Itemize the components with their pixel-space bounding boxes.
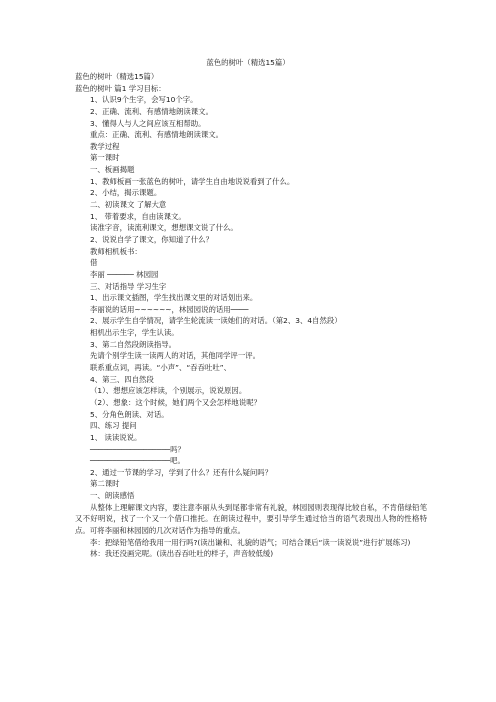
text-line: 4、第三、四自然段	[90, 374, 154, 384]
text-line: 2、正确、流利、有感情地朗读课文。	[90, 106, 213, 116]
text-line: 1、教师板画一张蓝色的树叶，请学生自由地说说看到了什么。	[90, 176, 295, 186]
text-line: 1、 带着要求，自由读课文。	[90, 211, 186, 221]
text-line: 蓝色的树叶 篇1 学习目标：	[75, 83, 166, 93]
text-line: 重点：正确、流利、有感情地朗读课文。	[90, 130, 224, 140]
text-line: 蓝色的树叶（精选15篇）	[75, 72, 159, 81]
text-line: 5、分角色朗读、对话。	[90, 409, 169, 419]
text-line: 1、出示课文插图，学生找出课文里的对话划出来。	[90, 293, 258, 303]
text-line: 1、认识9个生字，会写10个字。	[90, 95, 198, 105]
text-line: 一、朗读感悟	[90, 491, 135, 501]
text-line: 教学过程	[90, 141, 120, 151]
text-line: 2、小结，揭示课题。	[90, 188, 162, 198]
text-line: 李丽 ────── 林园园	[90, 269, 159, 279]
text-line: 2、说说自学了课文，你知道了什么？	[90, 234, 213, 244]
text-line: 二、初读课文 了解大意	[90, 200, 167, 210]
text-line: 联系重点词，再读。“小声”、“吞吞吐吐”、	[90, 363, 231, 373]
document-title: 蓝色的树叶（精选15篇）	[206, 58, 290, 67]
text-line: 李丽说的话用~~~~~~，林园园说的话用────	[90, 304, 249, 314]
text-line: 教师相机板书：	[90, 246, 142, 256]
text-line: 先请个别学生读一读两人的对话，其他同学评一评。	[90, 351, 260, 361]
text-line: 2、通过一节课的学习，学到了什么？还有什么疑问吗？	[90, 467, 273, 477]
text-line: 2、展示学生自学情况，请学生轮流读一读她们的对话。（第2、3、4自然段）	[90, 316, 342, 326]
text-line: ──────────────────吗？	[90, 444, 185, 454]
text-line: 相机出示生字，学生认读。	[90, 328, 179, 338]
document-body	[75, 71, 427, 560]
text-line: 四、练习 提问	[90, 421, 137, 431]
text-paragraph: 林：我还没画完呢。(读出吞吞吐吐的样子，声音较低缓)	[90, 549, 274, 559]
text-line: 3、懂得人与人之间应该互相帮助。	[90, 118, 206, 128]
text-line: ──────────────────吧。	[90, 456, 185, 466]
text-line: 第二课时	[90, 479, 120, 489]
text-line: （2）、想象：这个时候，她们两个又会怎样地说呢？	[90, 397, 261, 407]
text-line: 第一课时	[90, 153, 120, 163]
text-line: （1）、想想应该怎样读，个别展示，说说原因。	[90, 386, 247, 396]
text-paragraph: 从整体上理解课文内容，要注意李丽从头到尾都非常有礼貌，林园园则表现得比较自私，不肯借绿铅笔又不好明说，找了一个又一个借口推托。在朗读过程中，要引导学生通过恰当的语气表现出人物的性格特点。可将李丽和林园园的几次对话作为指导的重点。	[75, 502, 427, 536]
text-line: 1、 读读说说。	[90, 432, 142, 442]
text-line: 一、板画揭题	[90, 165, 135, 175]
text-line: 借	[90, 258, 98, 268]
text-paragraph: 李：把绿铅笔借给我用一用行吗?(读出谦和、礼貌的语气；可结合课后“读一读说说”进行扩展练习)	[90, 537, 411, 547]
text-line: 3、第二自然段朗读指导。	[90, 339, 177, 349]
text-line: 三、对话指导 学习生字	[90, 281, 167, 291]
text-line: 读准字音，读流利课文，想想课文说了什么。	[90, 223, 238, 233]
